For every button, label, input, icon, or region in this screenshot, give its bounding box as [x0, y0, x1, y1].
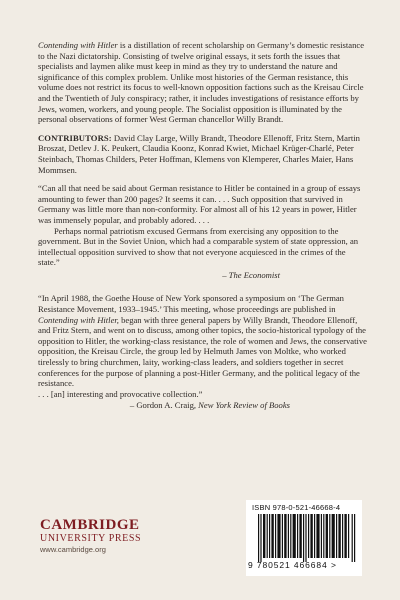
barcode	[246, 500, 362, 576]
review-economist-para-1: “Can all that need be said about German resistance to Hitler be contained in a group of essays amounting to fewer than 200 pages? It seems it can. . . . Such opposition that survived in Germany was little more than non-conformity. For almost all of his 12 years in power, Hitler was immensely popular, and probably adored. . . .	[38, 183, 361, 225]
contributors-label: CONTRIBUTORS:	[38, 132, 112, 143]
review-nyrb-source: – Gordon A. Craig, New York Review of Books	[129, 400, 290, 411]
publisher-logo	[40, 517, 141, 555]
review-nyrb	[38, 293, 368, 411]
isbn-text: ISBN 978-0-521-46668-4	[252, 503, 341, 512]
barcode-bars	[258, 514, 356, 562]
contributors-paragraph	[38, 133, 368, 175]
review-economist	[38, 183, 368, 280]
review-nyrb-book-title: Contending with Hitler,	[38, 314, 119, 325]
publisher-name: CAMBRIDGE	[40, 517, 140, 533]
intro-paragraph	[38, 40, 368, 125]
contributors-names: David Clay Large, Willy Brandt, Theodore Ellenoff, Fritz Stern, Martin Broszat, Detlev J. K. Peukert, Claudia Koonz, Konrad Kwiet, Michael Krüger-Charlé, Peter Steinbach, Thomas Childers, Peter Hoffman, Klemens von Klemperer, Charles Maier, Hans Mommsen.	[38, 132, 360, 175]
review-economist-para-2: Perhaps normal patriotism excused Germans from exercising any opposition to the government. But in the Soviet Union, which had a comparable system of state oppression, an intellectual opposition survived to show that not everyone acquiesced in the crimes of the state.”	[38, 225, 359, 268]
cover-text	[38, 40, 368, 415]
book-title: Contending with Hitler	[38, 40, 118, 50]
intro-body: is a distillation of recent scholarship on Germany’s domestic resistance to the Nazi dictatorship. Consisting of twelve original essays, it sets forth the issues that specialists and laymen alike must keep in mind as they try to understand the nature and significance of this complex problem. Unlike most histories of the German resistance, this volume does not restrict its focus to well-known opposition factions such as the Kreisau Circle and the Twentieth of July conspiracy; rather, it includes investigations of resistance efforts by Jews, women, workers, and young people. The Socialist opposition is illuminated by the personal observations of former West German chancellor Willy Brandt.	[38, 40, 365, 125]
barcode-digits: 9 780521 466684 >	[248, 560, 337, 570]
review-economist-source: – The Economist	[222, 269, 280, 280]
publisher-url: www.cambridge.org	[40, 545, 106, 554]
review-nyrb-para-1: “In April 1988, the Goethe House of New York sponsored a symposium on ‘The German Resistance Movement, 1933–1945.’ This meeting, whose proceedings are published in Contending with Hitler, began with three general papers by Willy Brandt, Theodore Ellenoff, and Fritz Stern, and went on to discuss, among other topics, the socio-historical typology of the opposition to Hitler, the working-class resistance, the role of women and Jews, the conservative opposition, the Kreisau Circle, the group led by Helmuth James von Moltke, who worked tirelessly to bring churchmen, laity, working-class leaders, and soldiers together in secret conferences for the purpose of planning a post-Hitler Germany, and the political legacy of the resistance.	[38, 293, 367, 389]
review-nyrb-para-2: . . . [an] interesting and provocative collection.”	[38, 388, 203, 399]
publisher-subtitle: UNIVERSITY PRESS	[40, 533, 142, 544]
